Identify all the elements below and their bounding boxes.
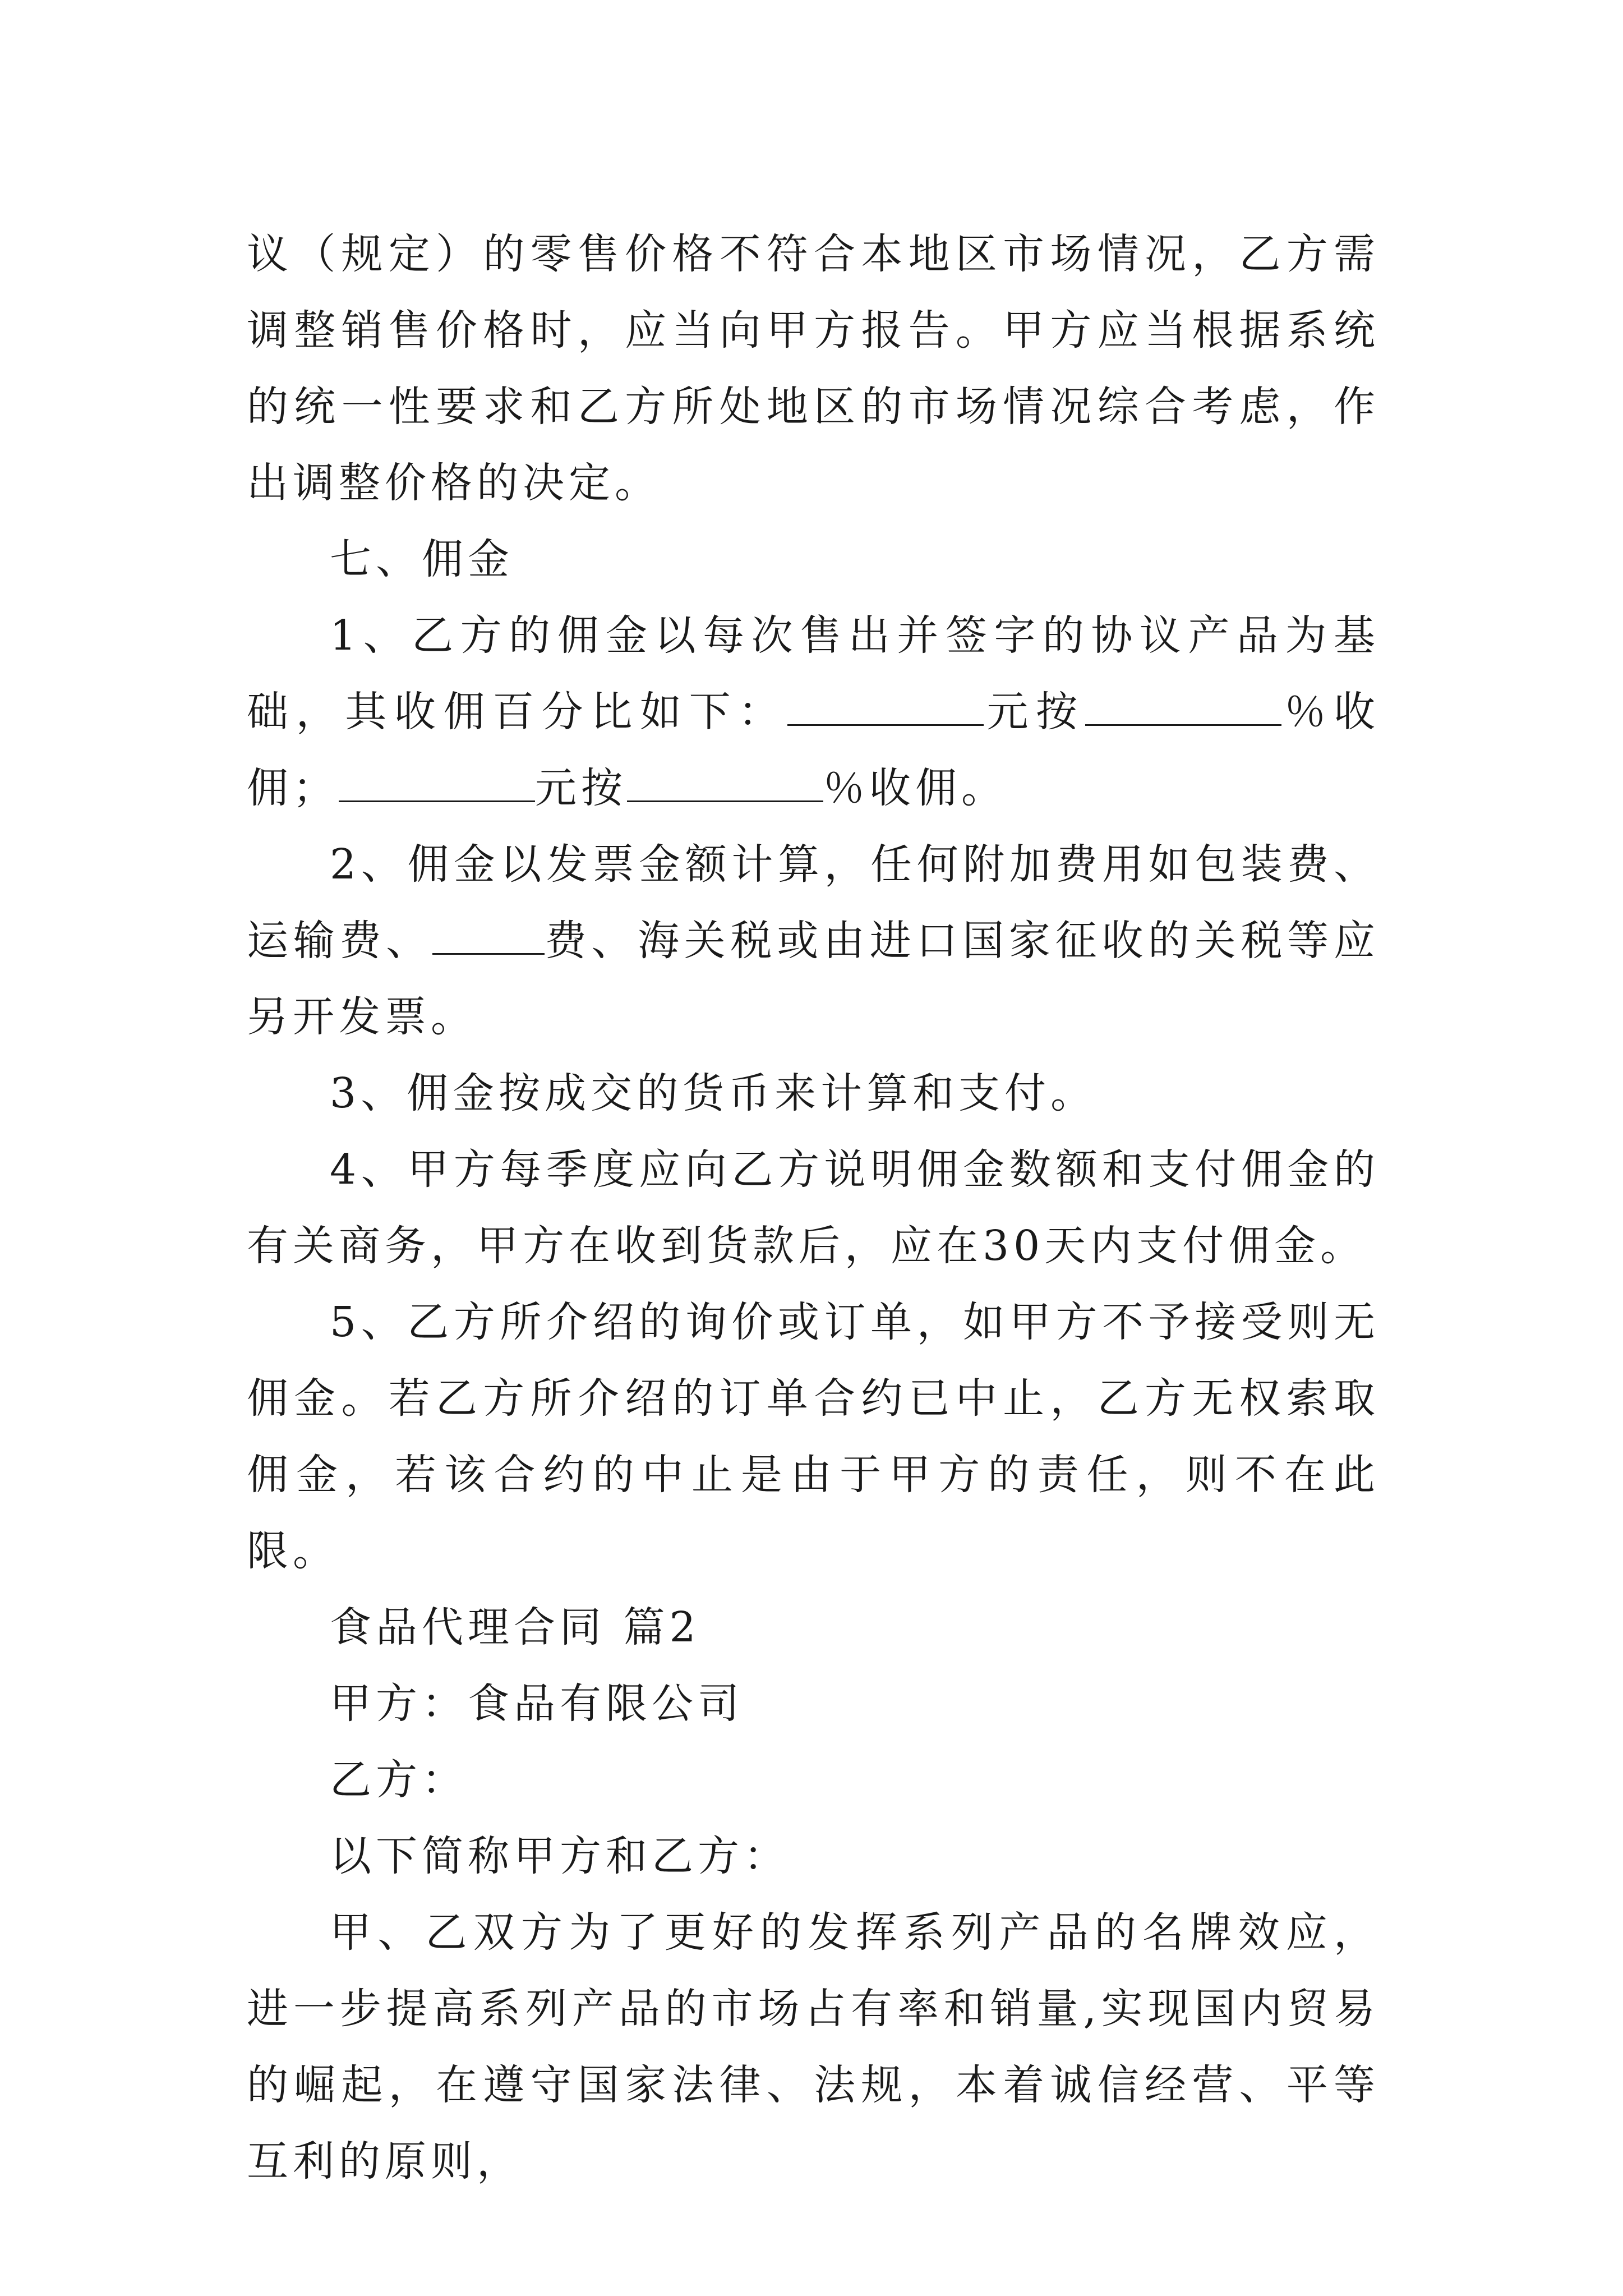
paragraph-commission-5: 5、乙方所介绍的询价或订单，如甲方不予接受则无佣金。若乙方所介绍的订单合约已中止，乙方无权索取佣金，若该合约的中止是由于甲方的责任，则不在此限。 — [247, 1298, 1380, 1575]
paragraph-commission-2 — [247, 826, 1380, 1055]
blank-percent-2 — [627, 756, 823, 802]
commission-1-yuan-text-2: 元按 — [535, 764, 627, 812]
section-heading-commission: 七、佣金 — [330, 535, 514, 583]
blank-amount-2 — [339, 756, 535, 802]
paragraph-preamble: 甲、乙双方为了更好的发挥系列产品的名牌效应，进一步提高系列产品的市场占有率和销量,实现国内贸易的崛起，在遵守国家法律、法规，本着诚信经营、平等互利的原则， — [247, 1908, 1380, 2185]
blank-percent-1 — [1085, 679, 1281, 726]
paragraph-commission-1 — [247, 597, 1380, 826]
contract-title-part-2: 食品代理合同 篇2 — [330, 1603, 700, 1651]
commission-2-text-rest: 费、海关税或由进口国家征收的关税等应另开发票。 — [247, 917, 1380, 1041]
paragraph-price-adjustment: 议（规定）的零售价格不符合本地区市场情况，乙方需调整销售价格时，应当向甲方报告。甲方应当根据系统的统一性要求和乙方所处地区的市场情况综合考虑，作出调整价格的决定。 — [247, 230, 1380, 507]
commission-1-percent-text-2: ％收佣。 — [823, 764, 1007, 812]
commission-1-percent-text: ％收佣； — [247, 688, 1380, 812]
commission-1-yuan-text: 元按 — [983, 688, 1085, 736]
paragraph-commission-3: 3、佣金按成交的货币来计算和支付。 — [330, 1069, 1097, 1117]
blank-fee — [432, 908, 545, 955]
parties-abbreviation-line: 以下简称甲方和乙方： — [330, 1832, 790, 1880]
commission-1-text: 1、乙方的佣金以每次售出并签字的协议产品为基础，其收佣百分比如下： — [247, 611, 1380, 736]
party-b-line: 乙方： — [330, 1756, 468, 1804]
paragraph-commission-4: 4、甲方每季度应向乙方说明佣金数额和支付佣金的有关商务，甲方在收到货款后，应在30天内支付佣金。 — [247, 1145, 1380, 1270]
commission-2-text: 2、佣金以发票金额计算，任何附加费用如包装费、运输费、 — [247, 840, 1380, 965]
party-a-line: 甲方：食品有限公司 — [330, 1680, 744, 1728]
blank-amount-1 — [787, 679, 984, 726]
document-page — [247, 216, 1380, 2200]
